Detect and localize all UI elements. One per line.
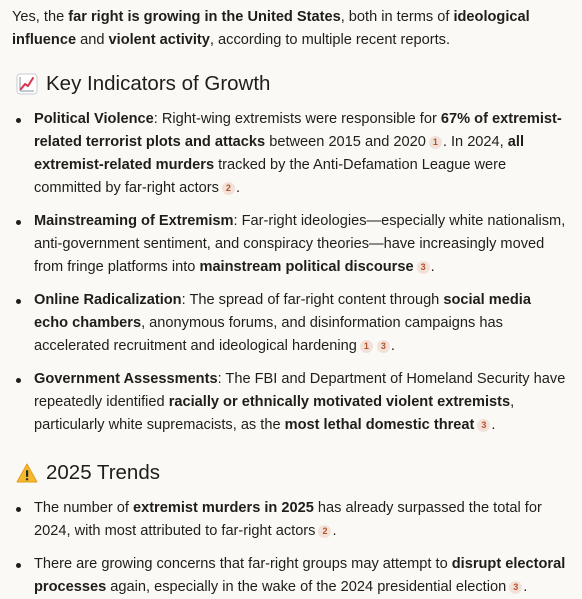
section-heading-growth (12, 70, 568, 98)
citation-badge[interactable]: 3 (377, 340, 390, 353)
item-text: : The spread of far-right content through (181, 292, 444, 308)
section-title: 2025 Trends (46, 461, 160, 484)
item-text: : Far-right ideologies—especially white nationalism, anti-government sentiment, and conspiracy theories—have increasingly moved from fringe platforms into (34, 213, 566, 275)
item-text: . (523, 579, 528, 595)
item-bold: disrupt electoral processes (34, 556, 566, 595)
item-text: , particularly white supremacists, as the (34, 394, 515, 433)
item-text: . (491, 417, 496, 433)
intro-text: Yes, the (12, 9, 69, 25)
section-heading-trends (12, 459, 568, 487)
list-item (12, 497, 568, 543)
citation-badge[interactable]: 3 (509, 581, 522, 594)
item-bold: 67% of extremist-related terrorist plots and attacks (34, 111, 562, 150)
citation-badge[interactable]: 2 (222, 182, 235, 195)
intro-bold: far right is growing in the United States (68, 9, 341, 25)
intro-text: and (76, 32, 109, 48)
item-text: There are growing concerns that far-right groups may attempt to (34, 556, 452, 572)
list-item (12, 368, 568, 437)
trends-list (12, 497, 568, 599)
warning-icon (16, 462, 38, 484)
indicators-list (12, 108, 568, 437)
citation-badge[interactable]: 2 (318, 525, 331, 538)
item-text: again, especially in the wake of the 2024 presidential election (106, 579, 507, 595)
item-bold: all extremist-related murders (34, 134, 525, 173)
citation-badge[interactable]: 1 (429, 136, 442, 149)
item-text: The number of (34, 500, 133, 516)
item-text: between 2015 and 2020 (265, 134, 426, 150)
item-text: has already surpassed the total for 2024, with most attributed to far-right actors (34, 500, 542, 539)
intro-bold: ideological influence (12, 9, 530, 48)
intro-text: , both in terms of (340, 9, 454, 25)
chart-increasing-icon (16, 73, 38, 95)
item-label: Government Assessments (34, 371, 218, 387)
item-label: Mainstreaming of Extremism (34, 213, 234, 229)
item-text: : The FBI and Department of Homeland Security have repeatedly identified (34, 371, 566, 410)
citation-badge[interactable]: 1 (360, 340, 373, 353)
item-bold: most lethal domestic threat (284, 417, 475, 433)
item-bold: extremist murders in 2025 (132, 500, 314, 516)
item-label: Online Radicalization (34, 292, 182, 308)
item-text: . (430, 259, 435, 275)
list-item (12, 289, 568, 358)
item-bold: social media echo chambers (34, 292, 531, 331)
item-text: : Right-wing extremists were responsible for (153, 111, 441, 127)
section-title: Key Indicators of Growth (46, 72, 271, 95)
citation-badge[interactable]: 3 (417, 261, 430, 274)
item-label: Political Violence (34, 111, 154, 127)
item-text: . (390, 338, 395, 354)
item-text: tracked by the Anti-Defamation League were committed by far-right actors (34, 157, 507, 196)
intro-bold: violent activity (108, 32, 210, 48)
citation-badge[interactable]: 3 (477, 419, 490, 432)
list-item (12, 553, 568, 599)
item-text: , anonymous forums, and disinformation campaigns has accelerated recruitment and ideological hardening (34, 315, 503, 354)
item-bold: mainstream political discourse (199, 259, 414, 275)
intro-text: , according to multiple recent reports. (209, 32, 451, 48)
list-item (12, 210, 568, 279)
item-text: . (332, 523, 337, 539)
list-item (12, 108, 568, 200)
intro-paragraph (12, 6, 568, 52)
item-bold: racially or ethnically motivated violent extremists (168, 394, 511, 410)
item-text: . (235, 180, 240, 196)
item-text: . In 2024, (442, 134, 508, 150)
